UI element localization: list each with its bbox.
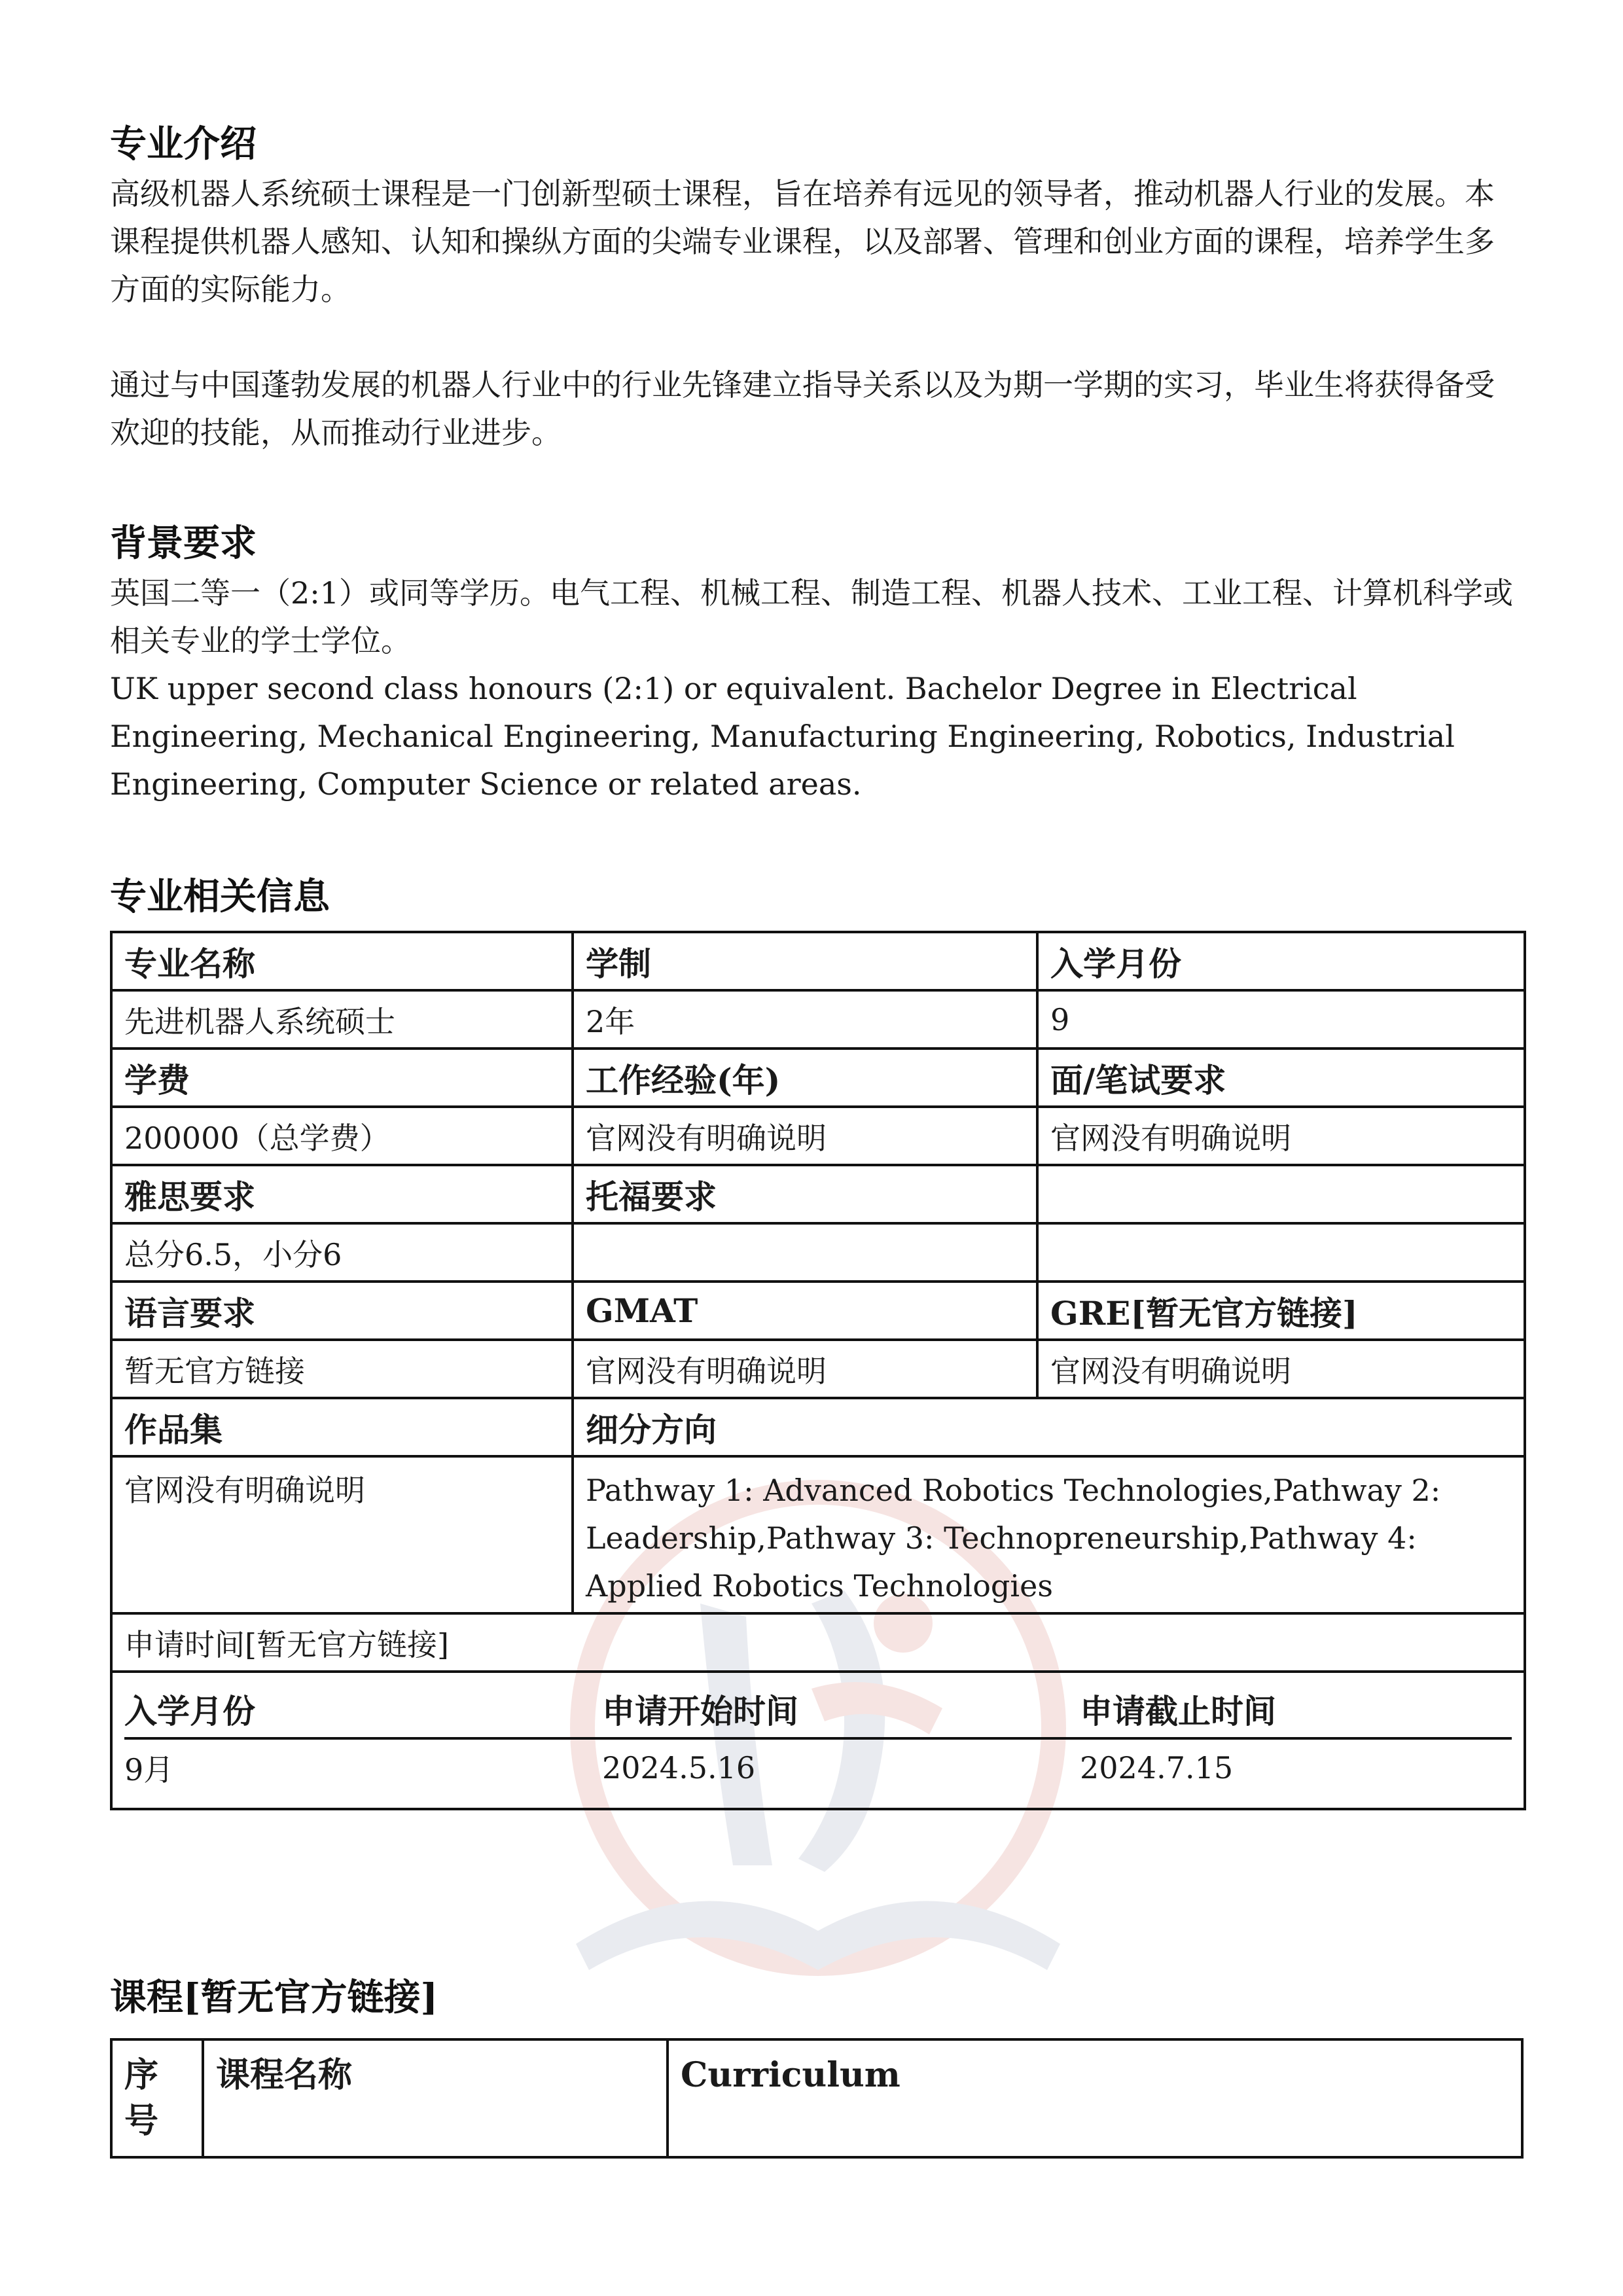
table-row — [111, 1049, 1525, 1107]
header-gmat: GMAT — [573, 1282, 1037, 1340]
intro-paragraph-1: 高级机器人系统硕士课程是一门创新型硕士课程，旨在培养有远见的领导者，推动机器人行业的发展。本课程提供机器人感知、认知和操纵方面的尖端专业课程，以及部署、管理和创业方面的课程，培养学生多方面的实际能力。 — [110, 176, 1495, 307]
header-toefl: 托福要求 — [573, 1165, 1037, 1223]
value-pathways: Pathway 1: Advanced Robotics Technologies,Pathway 2: Leadership,Pathway 3: Technopreneurship,Pathway 4: Applied Robotics Technologies — [573, 1456, 1525, 1613]
header-pathways: 细分方向 — [573, 1398, 1525, 1456]
table-row — [124, 1681, 1512, 1738]
background-cn: 英国二等一（2:1）或同等学历。电气工程、机械工程、制造工程、机器人技术、工业工程、计算机科学或相关专业的学士学位。 — [110, 575, 1514, 658]
value-work-experience: 官网没有明确说明 — [573, 1107, 1037, 1165]
intro-section — [110, 118, 1524, 457]
header-duration: 学制 — [573, 932, 1037, 990]
table-row — [111, 1456, 1525, 1613]
courses-title: 课程[暂无官方链接] — [110, 1976, 438, 2019]
header-ielts: 雅思要求 — [111, 1165, 573, 1223]
apply-value-deadline: 2024.7.15 — [1080, 1750, 1234, 1785]
value-intake-month: 9 — [1037, 990, 1525, 1049]
header-tuition: 学费 — [111, 1049, 573, 1107]
background-title: 背景要求 — [110, 522, 257, 565]
apply-time-label: 申请时间[暂无官方链接] — [111, 1613, 1525, 1672]
value-gre: 官网没有明确说明 — [1037, 1340, 1525, 1398]
apply-header-start: 申请开始时间 — [602, 1681, 1080, 1738]
value-program-name: 先进机器人系统硕士 — [111, 990, 573, 1049]
apply-value-intake: 9月 — [124, 1752, 174, 1787]
table-row — [111, 1340, 1525, 1398]
intro-paragraph-2: 通过与中国蓬勃发展的机器人行业中的行业先锋建立指导关系以及为期一学期的实习，毕业生将获得备受欢迎的技能，从而推动行业进步。 — [110, 367, 1495, 450]
apply-table-cell — [111, 1672, 1525, 1809]
header-program-name: 专业名称 — [111, 932, 573, 990]
table-row — [111, 1613, 1525, 1672]
table-row — [124, 1738, 1512, 1796]
table-row — [111, 1223, 1525, 1282]
value-gmat: 官网没有明确说明 — [573, 1340, 1037, 1398]
header-course-name: 课程名称 — [203, 2039, 668, 2157]
table-row — [111, 1672, 1525, 1809]
table-row — [111, 990, 1525, 1049]
header-interview: 面/笔试要求 — [1037, 1049, 1525, 1107]
info-table — [110, 931, 1526, 1810]
header-empty — [1037, 1165, 1525, 1223]
intro-title: 专业介绍 — [110, 122, 257, 166]
apply-value-start: 2024.5.16 — [602, 1750, 756, 1785]
value-ielts: 总分6.5，小分6 — [111, 1223, 573, 1282]
table-row — [111, 1107, 1525, 1165]
apply-header-deadline: 申请截止时间 — [1080, 1681, 1512, 1738]
header-work-experience: 工作经验(年) — [573, 1049, 1037, 1107]
header-curriculum: Curriculum — [668, 2039, 1522, 2157]
table-row — [111, 932, 1525, 990]
value-portfolio: 官网没有明确说明 — [111, 1456, 573, 1613]
value-duration: 2年 — [573, 990, 1037, 1049]
value-tuition: 200000（总学费） — [111, 1107, 573, 1165]
header-language: 语言要求 — [111, 1282, 573, 1340]
header-gre: GRE[暂无官方链接] — [1037, 1282, 1525, 1340]
value-empty — [1037, 1223, 1525, 1282]
table-row — [111, 2039, 1522, 2157]
background-en: UK upper second class honours (2:1) or equivalent. Bachelor Degree in Electrical Engineering, Mechanical Engineering, Manufacturing Engineering, Robotics, Industrial Engineering, Computer Science or related areas. — [110, 671, 1455, 802]
table-row — [111, 1398, 1525, 1456]
apply-header-intake: 入学月份 — [124, 1681, 602, 1738]
header-index: 序号 — [111, 2039, 203, 2157]
value-language: 暂无官方链接 — [111, 1340, 573, 1398]
table-row — [111, 1282, 1525, 1340]
background-section — [110, 517, 1524, 808]
header-intake-month: 入学月份 — [1037, 932, 1525, 990]
table-row — [111, 1165, 1525, 1223]
info-title: 专业相关信息 — [110, 875, 330, 918]
courses-section — [110, 1971, 1524, 2159]
info-section — [110, 870, 1524, 1810]
value-interview: 官网没有明确说明 — [1037, 1107, 1525, 1165]
apply-table — [124, 1681, 1512, 1796]
courses-table — [110, 2038, 1524, 2159]
value-toefl — [573, 1223, 1037, 1282]
header-portfolio: 作品集 — [111, 1398, 573, 1456]
